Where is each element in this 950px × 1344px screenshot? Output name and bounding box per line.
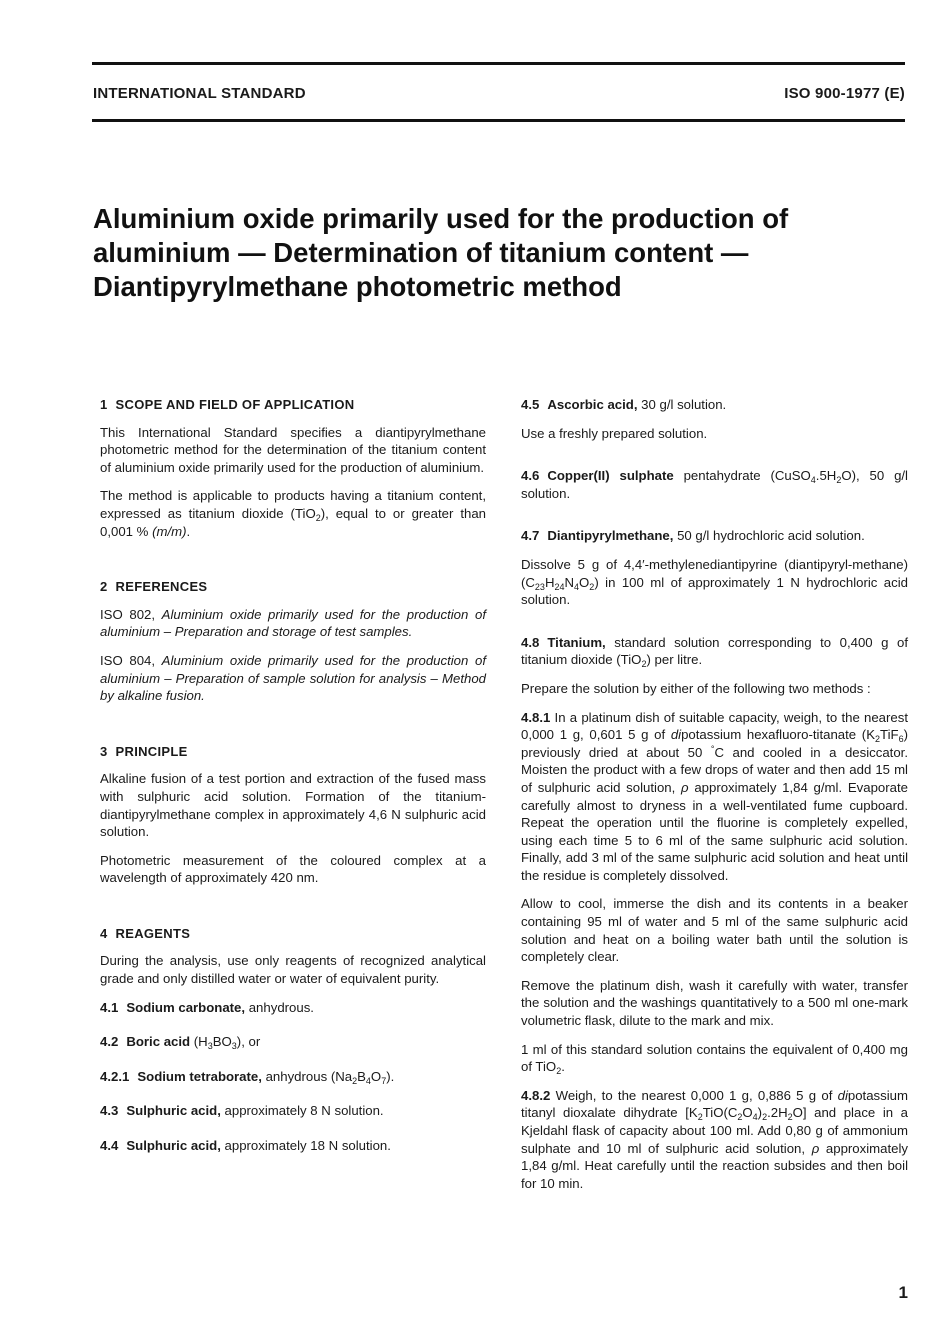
reagent-4-7: 4.7 Diantipyrylmethane, 50 g/l hydrochloric acid solution. [521, 528, 865, 544]
scope-paragraph-1: This International Standard specifies a diantipyrylmethane photometric method for the determination of the titanium content of aluminium oxide primarily used for the production of aluminium. [100, 424, 486, 475]
reagent-4-2: 4.2 Boric acid $(H_3BO_3)$, or [100, 1034, 261, 1052]
reagent-4-8: 4.8 Titanium, standard solution corresponding to 0,400 g of titanium dioxide (TiO$_2$) per litre. [521, 634, 908, 670]
scope-paragraph-2: The method is applicable to products having a titanium content, expressed as titanium dioxide (TiO$_2$), equal to or greater than 0,001 % (m/m). [100, 488, 486, 539]
principle-paragraph-1: Alkaline fusion of a test portion and extraction of the fused mass with sulphuric acid solution. Formation of the titanium-diantipyrylmethane complex in approximately 4,6 N sulphuric acid solution. [100, 771, 486, 840]
header-standard-label: INTERNATIONAL STANDARD [93, 85, 306, 102]
reagent-4-8-note: Prepare the solution by either of the following two methods : [521, 680, 871, 696]
left-column [100, 396, 486, 1172]
header-rule [92, 119, 905, 122]
reagent-4-2-1: 4.2.1 Sodium tetraborate, anhydrous $(Na_2B_4O_7)$. [100, 1068, 395, 1086]
method-4-8-1-paragraph-2: Allow to cool, immerse the dish and its contents in a beaker containing 95 ml of water and 5 ml of the same sulphuric acid solution and heat on a boiling water bath until the solution is completely clear. [521, 896, 908, 965]
method-4-8-2: 4.8.2 Weigh, to the nearest 0,000 1 g, 0,886 5 g of dipotassium titanyl dioxalate dihydrate $[K_2TiO(C_2O_4)_2.2H_2O]$ and place in a Kjeldahl flask of capacity about 100 ml. Add 0,80 g of ammonium sulphate and 10 ml of sulphuric acid solution, ρ approximately 1,84 g/ml. Heat carefully until the reaction subsides and then boil for 10 min. [521, 1087, 909, 1191]
reagent-4-4: 4.4 Sulphuric acid, approximately 18 N solution. [100, 1138, 391, 1154]
reagent-4-1: 4.1 Sodium carbonate, anhydrous. [100, 999, 314, 1015]
section-4-heading: 4 REAGENTS [100, 925, 191, 941]
page-number: 1 [898, 1283, 908, 1302]
right-column [521, 396, 908, 1203]
section-3-heading: 3 PRINCIPLE [100, 743, 188, 759]
method-4-8-1: 4.8.1 In a platinum dish of suitable capacity, weigh, to the nearest 0,000 1 g, 0,601 5 g of dipotassium hexafluoro-titanate $(K_2TiF_6)$ previously dried at about 50 °C and cooled in a desiccator. Moisten the product with a few drops of water and then add 15 ml of sulphuric acid solution, ρ approximately 1,84 g/ml. Evaporate carefully almost to dryness in a well-ventilated fume cupboard. Repeat the operation until the fluorine is completely expelled, using each time 5 to 6 ml of the same sulphuric acid solution. Finally, add 3 ml of the same sulphuric acid solution and heat until the residue is completely dissolved. [521, 709, 908, 883]
header-standard-number: ISO 900-1977 (E) [784, 85, 905, 102]
reference-iso-802: ISO 802, Aluminium oxide primarily used for the production of aluminium – Preparation and storage of test samples. [100, 606, 486, 640]
reagent-4-7-note: Dissolve 5 g of 4,4′-methylenediantipyrine (diantipyryl-methane) $(C_{23}H_{24}N_4O_2)$ in 100 ml of approximately 1 N hydrochloric acid solution. [521, 556, 908, 608]
method-4-8-1-paragraph-3: Remove the platinum dish, wash it carefully with water, transfer the solution and the washings quantitatively to a 500 ml one-mark volumetric flask, dilute to the mark and mix. [521, 977, 908, 1029]
section-1-heading: 1 SCOPE AND FIELD OF APPLICATION [100, 397, 355, 412]
reagent-4-5: 4.5 Ascorbic acid, 30 g/l solution. [521, 397, 727, 412]
reagent-4-5-note: Use a freshly prepared solution. [521, 425, 708, 441]
document-title: Aluminium oxide primarily used for the production of aluminium — Determination of titanium content — Diantipyrylmethane photometric method [93, 203, 789, 302]
reagents-intro: During the analysis, use only reagents of recognized analytical grade and only distilled water or water of equivalent purity. [100, 953, 486, 987]
section-2-heading: 2 REFERENCES [100, 579, 208, 595]
reagent-4-6: 4.6 Copper(II) sulphate pentahydrate $(CuSO_4.5H_2O)$, 50 g/l solution. [521, 468, 908, 501]
reference-iso-804: ISO 804, Aluminium oxide primarily used for the production of aluminium – Preparation of sample solution for analysis – Method by alkaline fusion. [100, 652, 486, 704]
principle-paragraph-2: Photometric measurement of the coloured complex at a wavelength of approximately 420 nm. [100, 852, 486, 886]
top-rule [92, 62, 905, 65]
reagent-4-3: 4.3 Sulphuric acid, approximately 8 N solution. [100, 1103, 384, 1119]
method-4-8-1-paragraph-4: 1 ml of this standard solution contains the equivalent of 0,400 mg of TiO$_2$. [521, 1041, 908, 1077]
